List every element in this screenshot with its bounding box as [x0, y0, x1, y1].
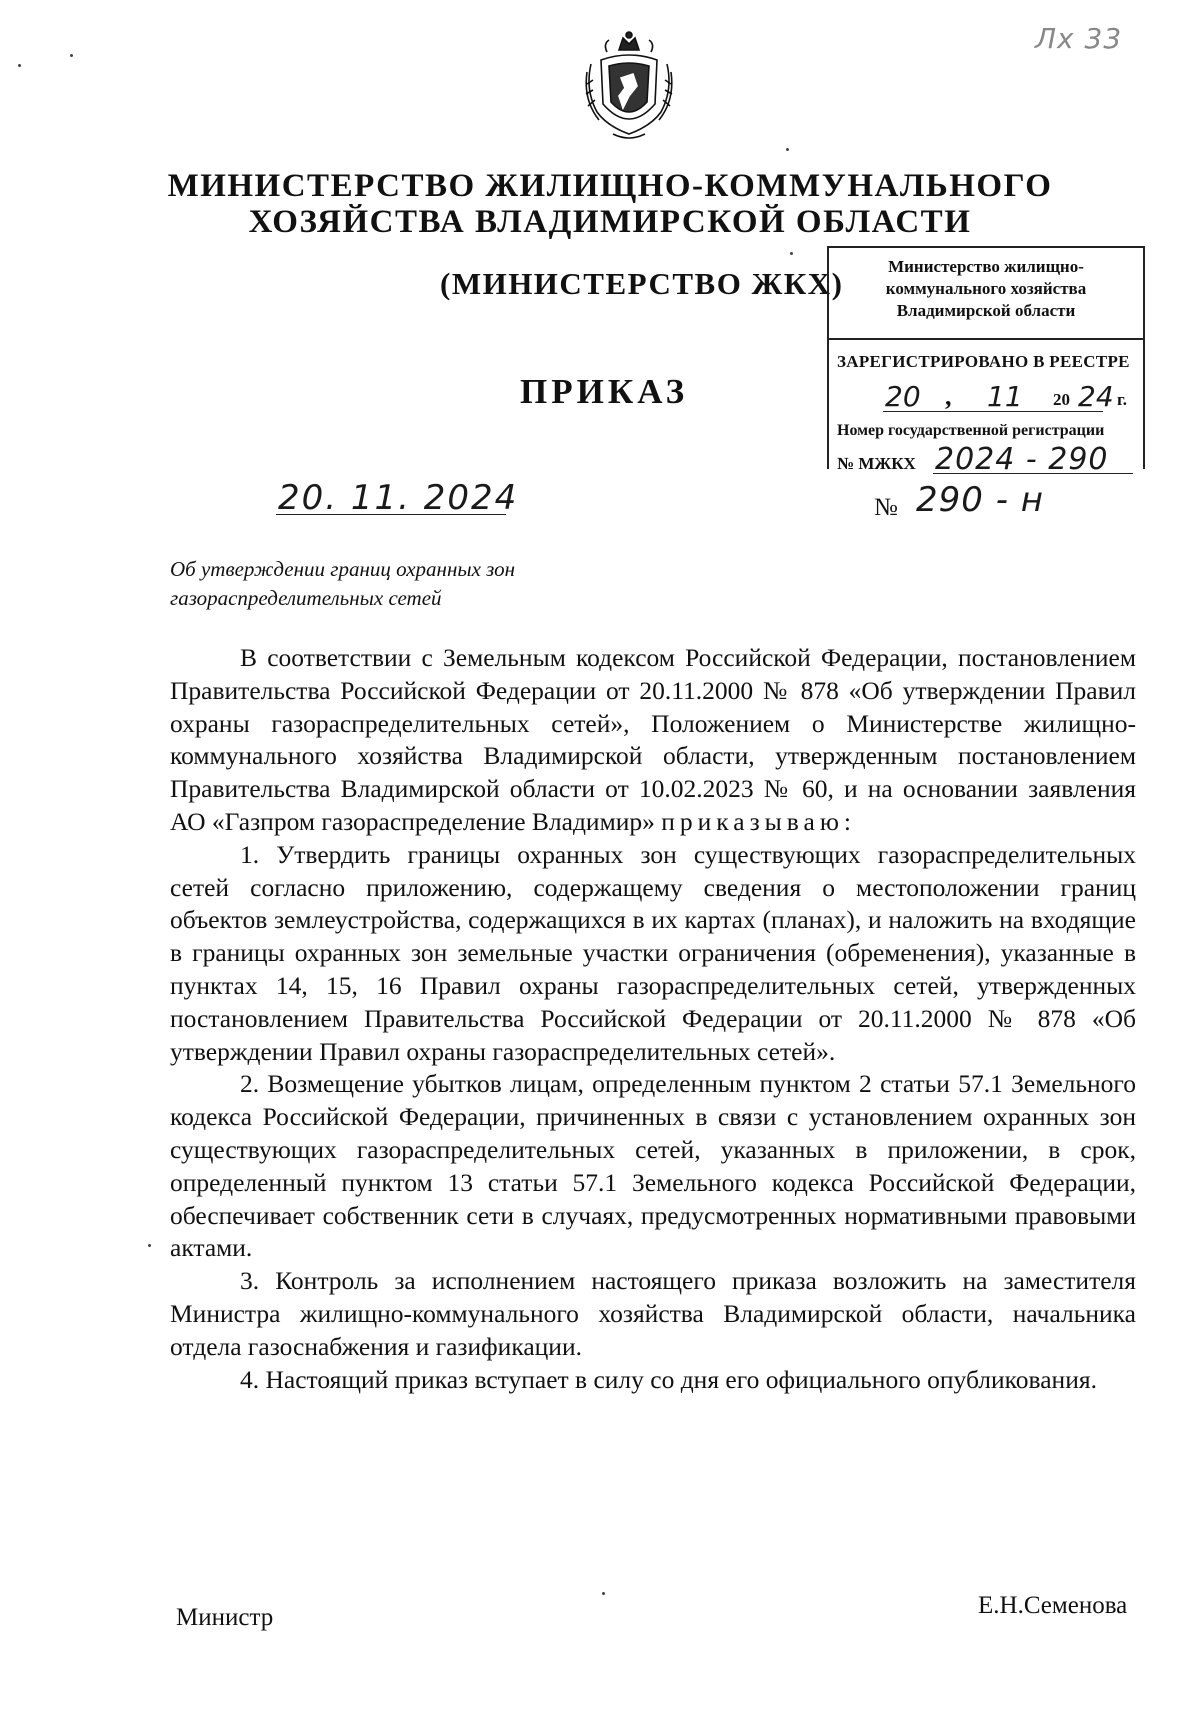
preamble-verb: приказываю:: [661, 806, 856, 836]
stamp-year-letter: г.: [1117, 390, 1128, 409]
stamp-number-underline: [933, 473, 1133, 474]
stamp-number-value: 2024 - 290: [935, 442, 1109, 477]
corner-handwritten-mark: Лх 33: [1035, 22, 1123, 55]
order-number-value: 290 - н: [916, 480, 1045, 520]
coat-of-arms-emblem: [583, 30, 675, 142]
stamp-number-prefix: № МЖКХ: [837, 454, 916, 473]
order-subject: [170, 555, 515, 613]
subject-line-1: Об утверждении границ охранных зон: [170, 557, 516, 581]
stamp-divider: [829, 338, 1143, 340]
scan-speck: [786, 148, 789, 151]
stamp-state-reg-label: Номер государственной регистрации: [837, 422, 1105, 439]
signature-title: Министр: [176, 1604, 274, 1631]
stamp-year-prefix: 20: [1053, 390, 1070, 409]
stamp-ministry-name: Министерство жилищно-коммунального хозяйства Владимирской области: [885, 257, 1087, 320]
signature-name: Е.Н.Семенова: [978, 1592, 1128, 1619]
registration-stamp: [827, 246, 1145, 477]
scan-speck: [790, 252, 793, 255]
preamble-text: В соответствии с Земельным кодексом Российской Федерации, постановлением Правительства Российской Федерации от 20.11.2000 № 878 «Об утверждении Правил охраны газораспределительных сетей», Положением о Министерстве жилищно-коммунального хозяйства Владимирской области, утвержденным постановлением Правительства Владимирской области от 10.02.2023 № 60, и на основании заявления АО «Газпром газораспределение Владимир»: [170, 643, 1136, 836]
stamp-date-row: [837, 380, 1137, 414]
scan-speck: [602, 1592, 605, 1595]
item-4-paragraph: 4. Настоящий приказ вступает в силу со дня его официального опубликования.: [240, 1364, 1097, 1394]
order-number-sign: №: [874, 494, 898, 521]
ministry-full-name: МИНИСТЕРСТВО ЖИЛИЩНО-КОММУНАЛЬНОГО ХОЗЯЙСТВА ВЛАДИМИРСКОЙ ОБЛАСТИ: [167, 168, 1053, 240]
item-3-paragraph: 3. Контроль за исполнением настоящего приказа возложить на заместителя Министра жилищно-коммунального хозяйства Владимирской области, начальника отдела газоснабжения и газификации.: [170, 1266, 1136, 1361]
item-2-paragraph: 2. Возмещение убытков лицам, определенным пунктом 2 статьи 57.1 Земельного кодекса Российской Федерации, причиненных в связи с установлением охранных зон существующих газораспределительных сетей, указанных в приложении, в срок, определенный пунктом 13 статьи 57.1 Земельного кодекса Российской Федерации, обеспечивает собственник сети в случаях, предусмотренных нормативными правовыми актами.: [170, 1069, 1136, 1263]
preamble-paragraph: [170, 642, 1136, 839]
stamp-month: 11: [987, 380, 1023, 413]
stamp-date-underline: [883, 411, 1103, 412]
order-date-underline: [276, 514, 506, 515]
order-title: ПРИКАЗ: [520, 372, 689, 411]
order-body: [170, 642, 1136, 1396]
stamp-number-row: [837, 442, 1137, 480]
stamp-registered-label: ЗАРЕГИСТРИРОВАНО В РЕЕСТРЕ: [837, 352, 1130, 371]
stamp-date-separator: ,: [945, 382, 952, 411]
item-1-paragraph: 1. Утвердить границы охранных зон существующих газораспределительных сетей согласно приложению, содержащему сведения о местоположении границ объектов землеустройства, содержащихся в их картах (планах), и наложить на входящие в границы охранных зон земельные участки ограничения (обременения), указанные в пунктах 14, 15, 16 Правил охраны газораспределительных сетей, утвержденных постановлением Правительства Российской Федерации от 20.11.2000 № 878 «Об утверждении Правил охраны газораспределительных сетей».: [170, 839, 1136, 1066]
stamp-day: 20: [885, 380, 921, 413]
scan-speck: [70, 54, 73, 57]
ministry-short-name: (МИНИСТЕРСТВО ЖКХ): [440, 266, 844, 301]
scan-speck: [148, 1244, 151, 1247]
order-date: 20. 11. 2024: [278, 478, 519, 518]
scan-speck: [18, 64, 21, 67]
stamp-year-suffix: 24: [1078, 380, 1114, 413]
subject-line-2: газораспределительных сетей: [170, 586, 442, 610]
